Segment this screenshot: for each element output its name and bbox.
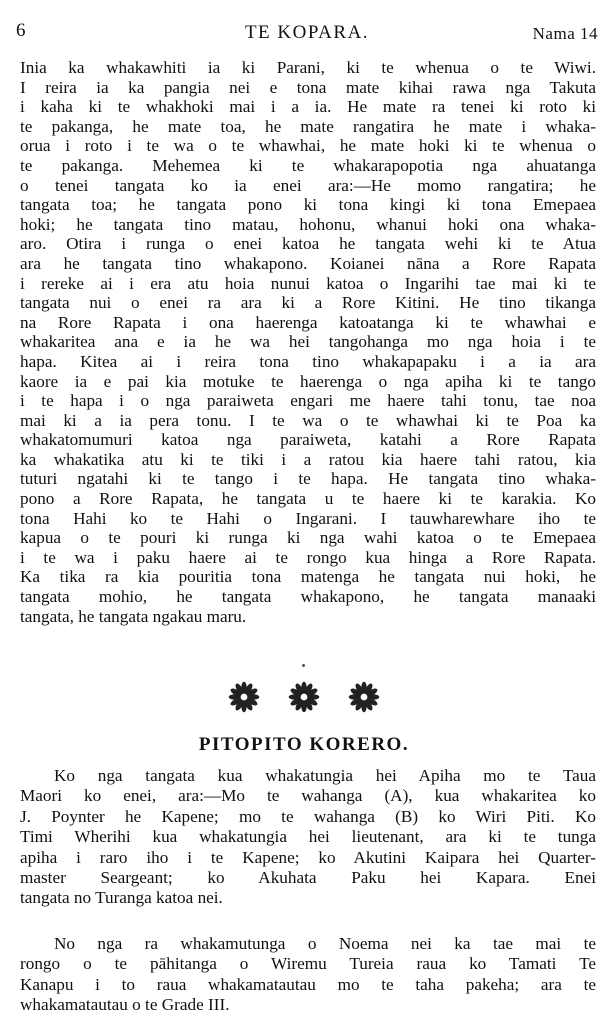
text-line: tangata mohio, he tangata whakapono, he tangata manaaki [20, 587, 596, 607]
section-heading: PITOPITO KORERO. [198, 734, 410, 755]
text-line: whakaritea ana e ia he wa hei tangohanga mo nga hoia i te [20, 332, 596, 352]
article-body [20, 58, 596, 626]
text-line: whakatomumuri katoa nga paraiweta, katahi a Rore Rapata [20, 430, 596, 450]
text-line: aro. Otira i runga o enei katoa he tangata wehi ki te Atua [20, 234, 596, 254]
text-line: kapua o te pouri ki runga ki nga wahi katoa o te Emepaea [20, 528, 596, 548]
text-line: Inia ka whakawhiti ia ki Parani, ki te whenua o te Wiwi. [20, 58, 596, 77]
text-line: whakamatautau o te Grade III. [20, 995, 230, 1015]
text-line: tuturi ngatahi ki te tango i te hapa. He tangata tino whaka- [20, 469, 596, 489]
text-line: tangata, he tangata ngakau maru. [20, 606, 247, 626]
text-line: J. Poynter he Kapene; mo te wahanga (B) ko Wiri Piti. Ko [20, 806, 596, 826]
text-line: tangata no Turanga katoa nei. [20, 888, 223, 908]
text-line: tona Hahi ko te Hahi o Ingarani. I tauwharewhare iho te [20, 508, 596, 528]
ornament-row [0, 680, 608, 716]
text-line: i rereke ai i era atu hoia nunui katoa o Ingarihi tae mai ki te [20, 273, 596, 293]
text-line: ara he tangata tino whakapono. Koianei nāna a Rore Rapata [20, 253, 596, 273]
text-line: Timi Wherihi kua whakatungia hei lieutenant, ara ki te tunga [20, 827, 596, 847]
issue-number: Nama 14 [532, 24, 598, 43]
news-paragraph-2 [20, 934, 596, 1016]
page-number: 6 [16, 20, 26, 41]
text-line: orua i roto i te wa o te whawhai, he mate hoki ki te whenua o [20, 136, 596, 156]
page-header [16, 6, 598, 46]
text-line: master Seargeant; ko Akuhata Paku hei Kapara. Enei [20, 868, 596, 888]
text-line: i kaha ki te whakhoki mai i a ia. He mate ra tenei ki roto ki [20, 97, 596, 117]
text-line: o tenei tangata ko ia enei ara:—He momo rangatira; he [20, 175, 596, 195]
text-line: te pakanga. Mehemea ki te whakarapopotia nga ahuatanga [20, 155, 596, 175]
text-line: Ko nga tangata kua whakatungia hei Apiha mo te Taua [54, 766, 596, 785]
text-line: tangata toa; he tangata pono ki tona kingi ki tona Emepaea [20, 195, 596, 215]
text-line: Kanapu i to raua whakamatautau mo te taha pakeha; ara te [20, 974, 596, 994]
publication-title: TE KOPARA. [244, 22, 370, 43]
separator-dot [302, 664, 305, 667]
text-line: Ka tika ra kia pouritia tona matenga he tangata nui hoki, he [20, 567, 596, 587]
text-line: tangata nui o enei ra ara ki a Rore Kitini. He tino tikanga [20, 293, 596, 313]
news-paragraph-1 [20, 766, 596, 909]
text-line: rongo o te pāhitanga o Wiremu Tureia raua ko Tamati Te [20, 954, 596, 974]
text-line: ka whakatika atu ki te tiki i a ratou kia haere tahi ratou, kia [20, 449, 596, 469]
flower-ornament-icon [347, 680, 381, 714]
text-line: hapa. Kitea ai i reira tona tino whakapapaku i a ia ara [20, 351, 596, 371]
text-line: te pakanga, he mate toa, he mate rangatira he mate i whaka- [20, 116, 596, 136]
flower-ornament-icon [227, 680, 261, 714]
text-line: I reira ia ka pangia nei e tona mate kihai rawa nga Takuta [20, 77, 596, 97]
text-line: mai ki a ia pera tonu. I te wa o te whawhai ki te Poa ka [20, 410, 596, 430]
text-line: i te hapa i o nga paraiweta engari me haere tahi tonu, tae noa [20, 391, 596, 411]
text-line: hoki; he tangata tino matau, hohonu, whanui hoki ona whaka- [20, 214, 596, 234]
text-line: pono a Rore Rapata, he tangata u te haere ki te karakia. Ko [20, 489, 596, 509]
flower-ornament-icon [287, 680, 321, 714]
text-line: kaore ia e pai kia motuke te haerenga o nga apiha ki te tango [20, 371, 596, 391]
text-line: No nga ra whakamutunga o Noema nei ka tae mai te [54, 934, 596, 953]
text-line: apiha i raro iho i te Kapene; ko Akutini Kaipara hei Quarter- [20, 847, 596, 867]
text-line: i te wa i paku haere ai te rongo kua hinga a Rore Rapata. [20, 547, 596, 567]
text-line: Maori ko enei, ara:—Mo te wahanga (A), kua whakaritea ko [20, 786, 596, 806]
text-line: na Rore Rapata i ona haerenga katoatanga ki te whawhai e [20, 312, 596, 332]
